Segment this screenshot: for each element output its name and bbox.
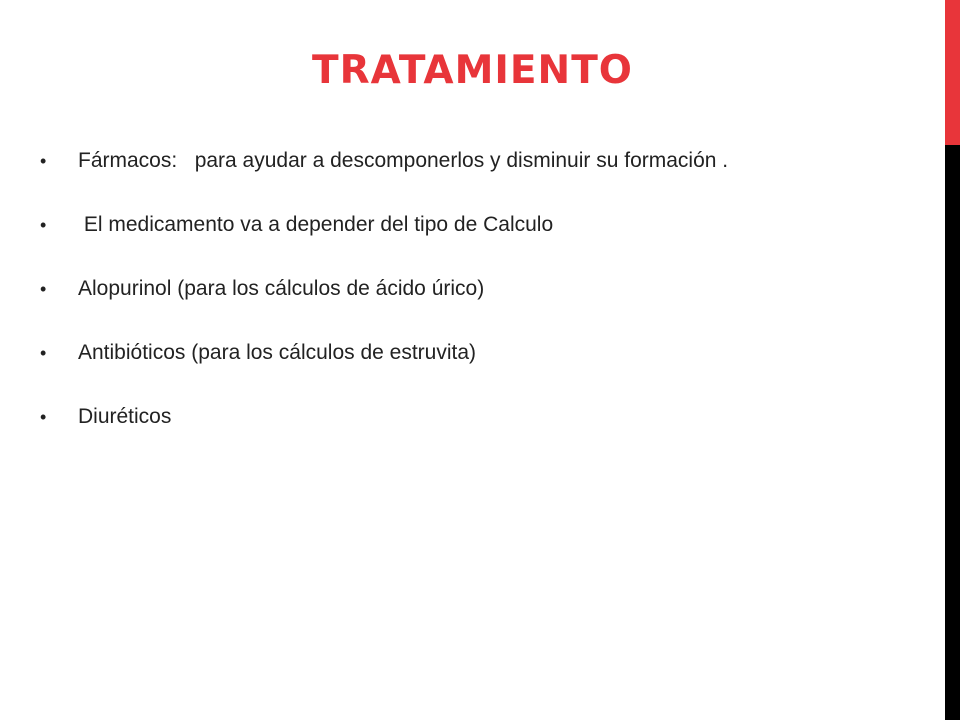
bullet-icon: • xyxy=(40,151,47,171)
bullet-item xyxy=(40,268,800,310)
bullet-item xyxy=(40,396,800,438)
bullet-icon: • xyxy=(40,279,47,299)
bullet-text: Alopurinol (para los cálculos de ácido úrico) xyxy=(78,277,485,300)
bullet-text: Antibióticos (para los cálculos de estruvita) xyxy=(78,341,477,364)
bullet-text: Fármacos: para ayudar a descomponerlos y disminuir su formación . xyxy=(78,149,729,172)
slide-title: TRATAMIENTO xyxy=(312,48,633,93)
bullet-item xyxy=(40,140,800,182)
bullet-list xyxy=(40,140,800,460)
bullet-icon: • xyxy=(40,407,47,427)
bullet-icon: • xyxy=(40,215,47,235)
bullet-icon: • xyxy=(40,343,47,363)
bullet-item xyxy=(40,332,800,374)
bullet-item xyxy=(40,204,800,246)
bullet-text: El medicamento va a depender del tipo de Calculo xyxy=(78,213,554,236)
bullet-text: Diuréticos xyxy=(78,405,172,428)
sidebar-accent-stripe xyxy=(945,0,960,145)
